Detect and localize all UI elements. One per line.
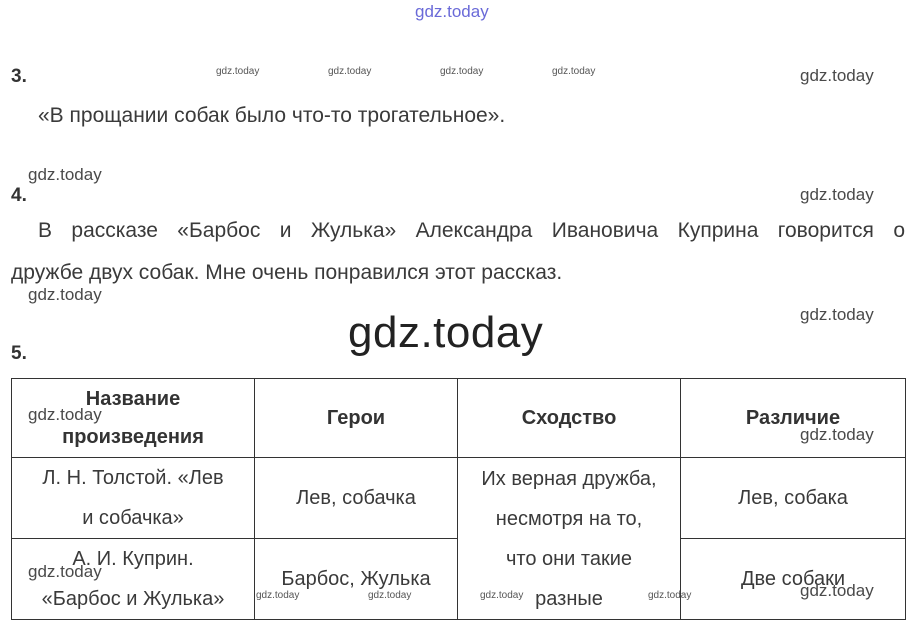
watermark-small: gdz.today — [216, 66, 260, 77]
cell-difference: Две собаки — [681, 539, 906, 620]
header-work-title-line2: произведения — [62, 426, 204, 448]
task-4-text-line1: В рассказе «Барбос и Жулька» Александра Ивановича Куприна говорится о — [38, 219, 905, 242]
task-4-number: 4. — [11, 185, 27, 206]
watermark-small: gdz.today — [368, 590, 412, 601]
header-similarity: Сходство — [458, 379, 681, 458]
header-heroes: Герои — [255, 379, 458, 458]
watermark-small: gdz.today — [440, 66, 484, 77]
watermark-small: gdz.today — [256, 590, 300, 601]
watermark-medium: gdz.today — [800, 185, 874, 204]
watermark-medium: gdz.today — [800, 425, 874, 444]
table-row — [12, 458, 906, 539]
watermark-small: gdz.today — [328, 66, 372, 77]
cell-work-line2: «Барбос и Жулька» — [41, 588, 225, 610]
cell-similarity-line3: что они такие — [505, 547, 633, 570]
watermark-small: gdz.today — [480, 590, 524, 601]
watermark-medium: gdz.today — [800, 66, 874, 85]
task-4-text-line2: дружбе двух собак. Мне очень понравился этот рассказ. — [11, 261, 563, 284]
cell-heroes: Барбос, Жулька — [255, 539, 458, 620]
cell-similarity-line4: разные — [535, 587, 603, 610]
watermark-medium: gdz.today — [28, 405, 102, 424]
watermark-medium: gdz.today — [28, 165, 102, 184]
comparison-table — [11, 378, 906, 620]
watermark-medium: gdz.today — [800, 305, 874, 324]
watermark-top: gdz.today — [415, 2, 489, 21]
cell-work — [12, 458, 255, 539]
table-header-row — [12, 379, 906, 458]
cell-work-line1: Л. Н. Толстой. «Лев — [42, 467, 224, 489]
watermark-medium: gdz.today — [28, 562, 102, 581]
cell-difference: Лев, собака — [681, 458, 906, 539]
task-3-text: «В прощании собак было что-то трогательное». — [38, 104, 506, 127]
header-work-title-line1: Название — [85, 388, 181, 410]
cell-heroes: Лев, собачка — [255, 458, 458, 539]
watermark-medium: gdz.today — [28, 285, 102, 304]
watermark-small: gdz.today — [552, 66, 596, 77]
cell-similarity-line1: Их верная дружба, — [481, 467, 657, 490]
header-difference: Различие — [681, 379, 906, 458]
cell-similarity-line2: несмотря на то, — [495, 507, 643, 530]
watermark-large: gdz.today — [348, 308, 544, 357]
watermark-small: gdz.today — [648, 590, 692, 601]
cell-work-line2: и собачка» — [82, 507, 184, 529]
watermark-medium: gdz.today — [800, 581, 874, 600]
task-5-number: 5. — [11, 343, 27, 364]
cell-work-line1: А. И. Куприн. — [72, 548, 194, 570]
task-3-number: 3. — [11, 66, 27, 87]
